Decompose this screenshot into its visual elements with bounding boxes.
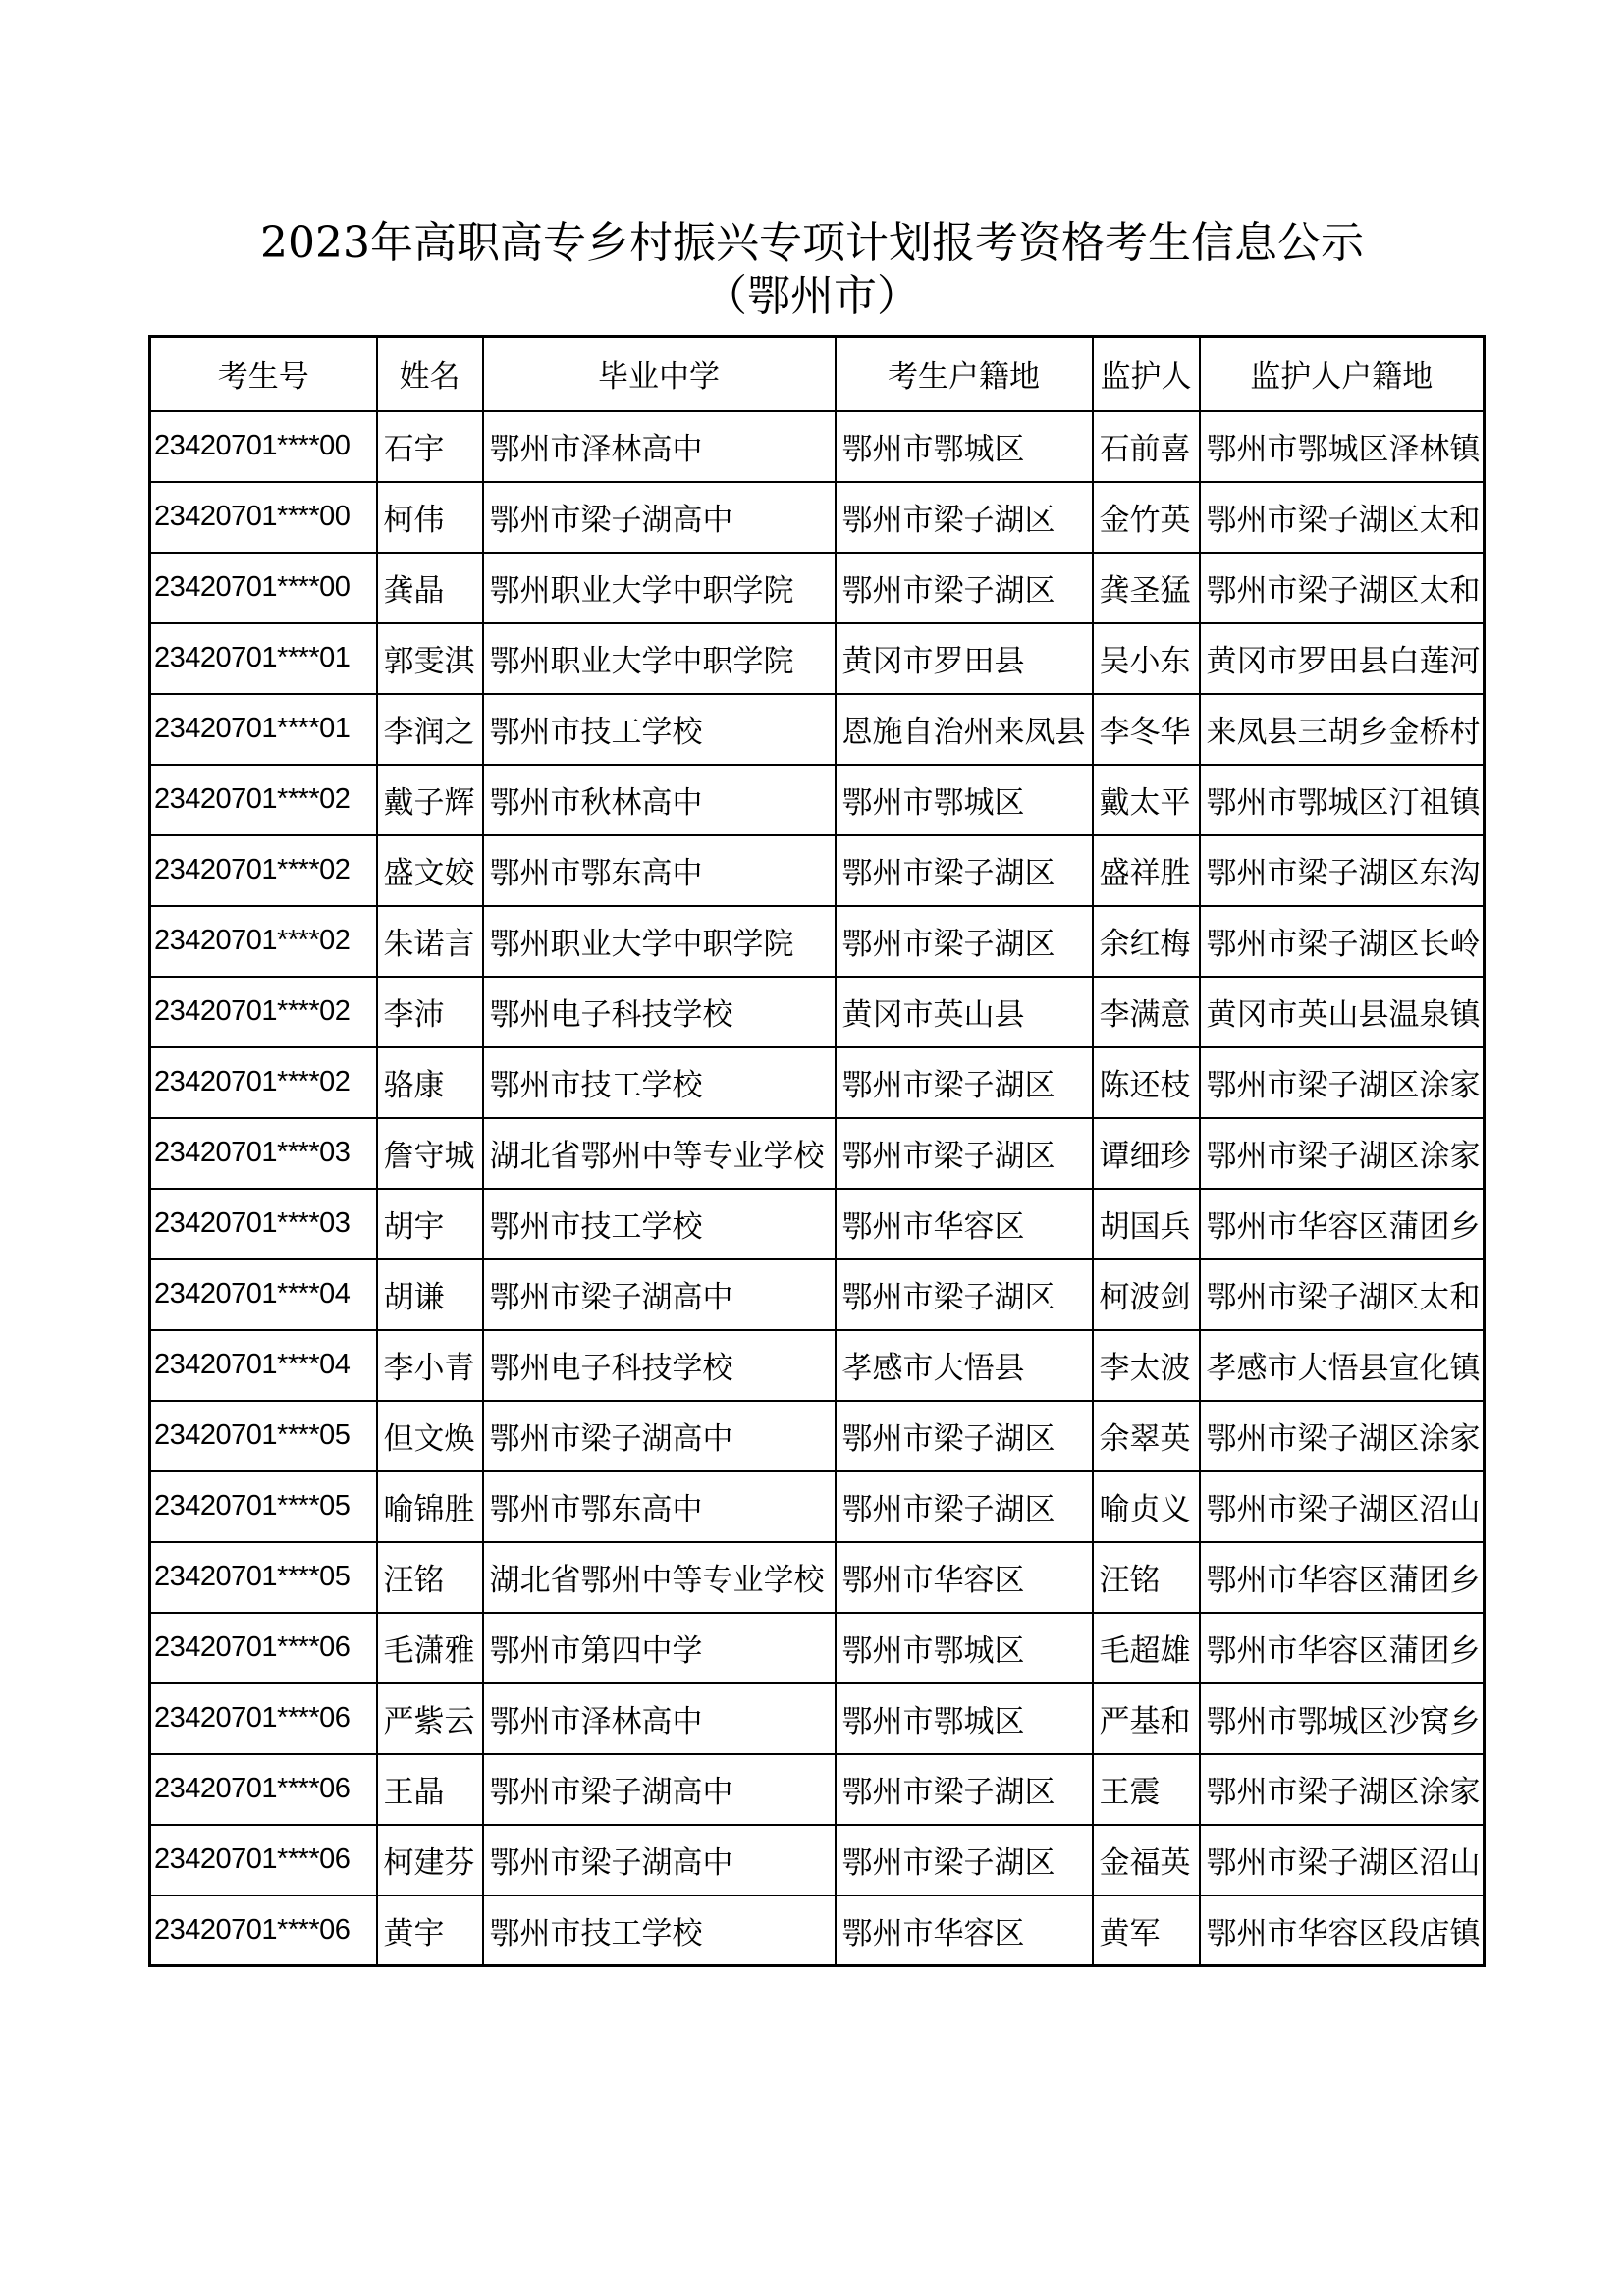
table-row xyxy=(150,1542,1485,1613)
cell-hukou: 鄂州市梁子湖区 xyxy=(836,1754,1093,1825)
cell-guardian-hukou: 鄂州市梁子湖区沼山 xyxy=(1200,1471,1485,1542)
cell-hukou: 鄂州市梁子湖区 xyxy=(836,1401,1093,1471)
cell-school: 鄂州职业大学中职学院 xyxy=(483,906,836,977)
cell-hukou: 黄冈市罗田县 xyxy=(836,623,1093,694)
header-guardian: 监护人 xyxy=(1093,337,1200,411)
cell-name: 喻锦胜 xyxy=(377,1471,483,1542)
cell-school: 鄂州市技工学校 xyxy=(483,1896,836,1966)
cell-name: 龚晶 xyxy=(377,553,483,623)
cell-school: 鄂州电子科技学校 xyxy=(483,1330,836,1401)
cell-name: 李沛 xyxy=(377,977,483,1047)
table-row xyxy=(150,1330,1485,1401)
table-body xyxy=(150,411,1485,1966)
table-header-row xyxy=(150,337,1485,411)
cell-hukou: 鄂州市鄂城区 xyxy=(836,411,1093,482)
cell-school: 湖北省鄂州中等专业学校 xyxy=(483,1118,836,1189)
cell-name: 毛潇雅 xyxy=(377,1613,483,1683)
cell-hukou: 黄冈市英山县 xyxy=(836,977,1093,1047)
cell-guardian: 陈还枝 xyxy=(1093,1047,1200,1118)
cell-candidate-id: 23420701****06 xyxy=(150,1896,377,1966)
cell-school: 鄂州电子科技学校 xyxy=(483,977,836,1047)
table-row xyxy=(150,694,1485,765)
cell-school: 鄂州市鄂东高中 xyxy=(483,835,836,906)
cell-name: 柯建芬 xyxy=(377,1825,483,1896)
cell-candidate-id: 23420701****06 xyxy=(150,1683,377,1754)
cell-school: 鄂州市梁子湖高中 xyxy=(483,1825,836,1896)
cell-name: 郭雯淇 xyxy=(377,623,483,694)
cell-guardian-hukou: 鄂州市梁子湖区太和 xyxy=(1200,1259,1485,1330)
cell-school: 鄂州市梁子湖高中 xyxy=(483,1754,836,1825)
cell-guardian-hukou: 鄂州市梁子湖区太和 xyxy=(1200,482,1485,553)
table-row xyxy=(150,1047,1485,1118)
cell-hukou: 鄂州市鄂城区 xyxy=(836,1613,1093,1683)
table-row xyxy=(150,1754,1485,1825)
table-row xyxy=(150,1896,1485,1966)
cell-guardian: 李满意 xyxy=(1093,977,1200,1047)
table-row xyxy=(150,1259,1485,1330)
cell-guardian: 严基和 xyxy=(1093,1683,1200,1754)
cell-guardian-hukou: 孝感市大悟县宣化镇 xyxy=(1200,1330,1485,1401)
cell-candidate-id: 23420701****05 xyxy=(150,1401,377,1471)
table-row xyxy=(150,1825,1485,1896)
cell-name: 胡谦 xyxy=(377,1259,483,1330)
cell-school: 鄂州市梁子湖高中 xyxy=(483,482,836,553)
cell-guardian: 金竹英 xyxy=(1093,482,1200,553)
table-row xyxy=(150,1471,1485,1542)
cell-candidate-id: 23420701****02 xyxy=(150,1047,377,1118)
table-row xyxy=(150,1613,1485,1683)
cell-guardian: 李冬华 xyxy=(1093,694,1200,765)
cell-candidate-id: 23420701****06 xyxy=(150,1754,377,1825)
cell-name: 黄宇 xyxy=(377,1896,483,1966)
document-subtitle: （鄂州市） xyxy=(704,271,920,321)
cell-hukou: 鄂州市梁子湖区 xyxy=(836,553,1093,623)
candidate-table xyxy=(148,335,1486,1967)
table-row xyxy=(150,765,1485,835)
cell-school: 鄂州职业大学中职学院 xyxy=(483,553,836,623)
cell-guardian-hukou: 鄂州市鄂城区汀祖镇 xyxy=(1200,765,1485,835)
cell-hukou: 鄂州市梁子湖区 xyxy=(836,906,1093,977)
cell-guardian-hukou: 鄂州市梁子湖区太和 xyxy=(1200,553,1485,623)
cell-hukou: 鄂州市华容区 xyxy=(836,1542,1093,1613)
cell-candidate-id: 23420701****02 xyxy=(150,835,377,906)
cell-school: 鄂州市泽林高中 xyxy=(483,411,836,482)
cell-school: 鄂州市技工学校 xyxy=(483,1189,836,1259)
header-school: 毕业中学 xyxy=(483,337,836,411)
cell-hukou: 鄂州市梁子湖区 xyxy=(836,1118,1093,1189)
cell-school: 鄂州市技工学校 xyxy=(483,1047,836,1118)
cell-school: 鄂州市梁子湖高中 xyxy=(483,1401,836,1471)
cell-name: 胡宇 xyxy=(377,1189,483,1259)
table-row xyxy=(150,906,1485,977)
table-row xyxy=(150,1189,1485,1259)
cell-guardian: 胡国兵 xyxy=(1093,1189,1200,1259)
cell-candidate-id: 23420701****01 xyxy=(150,694,377,765)
table-row xyxy=(150,835,1485,906)
cell-guardian-hukou: 鄂州市梁子湖区东沟 xyxy=(1200,835,1485,906)
cell-guardian: 黄军 xyxy=(1093,1896,1200,1966)
cell-guardian-hukou: 鄂州市梁子湖区涂家 xyxy=(1200,1401,1485,1471)
cell-guardian: 龚圣猛 xyxy=(1093,553,1200,623)
cell-candidate-id: 23420701****05 xyxy=(150,1542,377,1613)
table-row xyxy=(150,1401,1485,1471)
cell-candidate-id: 23420701****04 xyxy=(150,1259,377,1330)
cell-guardian-hukou: 鄂州市梁子湖区涂家 xyxy=(1200,1754,1485,1825)
cell-name: 李小青 xyxy=(377,1330,483,1401)
cell-guardian: 谭细珍 xyxy=(1093,1118,1200,1189)
header-hukou: 考生户籍地 xyxy=(836,337,1093,411)
cell-candidate-id: 23420701****04 xyxy=(150,1330,377,1401)
cell-candidate-id: 23420701****01 xyxy=(150,623,377,694)
cell-hukou: 恩施自治州来凤县 xyxy=(836,694,1093,765)
cell-guardian-hukou: 黄冈市罗田县白莲河 xyxy=(1200,623,1485,694)
cell-candidate-id: 23420701****00 xyxy=(150,411,377,482)
cell-hukou: 鄂州市鄂城区 xyxy=(836,1683,1093,1754)
cell-guardian: 柯波剑 xyxy=(1093,1259,1200,1330)
cell-name: 王晶 xyxy=(377,1754,483,1825)
cell-guardian: 石前喜 xyxy=(1093,411,1200,482)
cell-guardian-hukou: 黄冈市英山县温泉镇 xyxy=(1200,977,1485,1047)
cell-name: 盛文姣 xyxy=(377,835,483,906)
cell-candidate-id: 23420701****00 xyxy=(150,482,377,553)
cell-guardian-hukou: 鄂州市华容区蒲团乡 xyxy=(1200,1189,1485,1259)
cell-hukou: 鄂州市梁子湖区 xyxy=(836,1259,1093,1330)
cell-name: 汪铭 xyxy=(377,1542,483,1613)
cell-guardian-hukou: 鄂州市华容区段店镇 xyxy=(1200,1896,1485,1966)
cell-guardian-hukou: 鄂州市梁子湖区长岭 xyxy=(1200,906,1485,977)
cell-candidate-id: 23420701****02 xyxy=(150,765,377,835)
cell-school: 鄂州市泽林高中 xyxy=(483,1683,836,1754)
cell-name: 詹守城 xyxy=(377,1118,483,1189)
cell-guardian-hukou: 鄂州市鄂城区沙窝乡 xyxy=(1200,1683,1485,1754)
cell-school: 鄂州市鄂东高中 xyxy=(483,1471,836,1542)
cell-guardian: 吴小东 xyxy=(1093,623,1200,694)
cell-guardian-hukou: 鄂州市梁子湖区涂家 xyxy=(1200,1118,1485,1189)
cell-school: 湖北省鄂州中等专业学校 xyxy=(483,1542,836,1613)
cell-candidate-id: 23420701****02 xyxy=(150,906,377,977)
cell-hukou: 鄂州市梁子湖区 xyxy=(836,1825,1093,1896)
table-row xyxy=(150,1118,1485,1189)
cell-guardian: 戴太平 xyxy=(1093,765,1200,835)
cell-guardian: 李太波 xyxy=(1093,1330,1200,1401)
cell-school: 鄂州市第四中学 xyxy=(483,1613,836,1683)
header-candidate-id: 考生号 xyxy=(150,337,377,411)
cell-hukou: 孝感市大悟县 xyxy=(836,1330,1093,1401)
cell-school: 鄂州市秋林高中 xyxy=(483,765,836,835)
cell-guardian-hukou: 来凤县三胡乡金桥村 xyxy=(1200,694,1485,765)
cell-candidate-id: 23420701****05 xyxy=(150,1471,377,1542)
header-name: 姓名 xyxy=(377,337,483,411)
cell-hukou: 鄂州市华容区 xyxy=(836,1189,1093,1259)
cell-guardian-hukou: 鄂州市鄂城区泽林镇 xyxy=(1200,411,1485,482)
cell-candidate-id: 23420701****02 xyxy=(150,977,377,1047)
table-row xyxy=(150,1683,1485,1754)
cell-candidate-id: 23420701****00 xyxy=(150,553,377,623)
cell-guardian-hukou: 鄂州市梁子湖区沼山 xyxy=(1200,1825,1485,1896)
cell-name: 骆康 xyxy=(377,1047,483,1118)
cell-candidate-id: 23420701****06 xyxy=(150,1613,377,1683)
table-row xyxy=(150,977,1485,1047)
cell-candidate-id: 23420701****03 xyxy=(150,1189,377,1259)
table-row xyxy=(150,623,1485,694)
cell-hukou: 鄂州市梁子湖区 xyxy=(836,482,1093,553)
cell-name: 李润之 xyxy=(377,694,483,765)
cell-guardian: 金福英 xyxy=(1093,1825,1200,1896)
cell-hukou: 鄂州市梁子湖区 xyxy=(836,1047,1093,1118)
cell-hukou: 鄂州市梁子湖区 xyxy=(836,835,1093,906)
cell-school: 鄂州市技工学校 xyxy=(483,694,836,765)
cell-guardian-hukou: 鄂州市华容区蒲团乡 xyxy=(1200,1613,1485,1683)
cell-hukou: 鄂州市鄂城区 xyxy=(836,765,1093,835)
cell-name: 柯伟 xyxy=(377,482,483,553)
cell-hukou: 鄂州市梁子湖区 xyxy=(836,1471,1093,1542)
cell-guardian: 汪铭 xyxy=(1093,1542,1200,1613)
cell-guardian: 盛祥胜 xyxy=(1093,835,1200,906)
cell-hukou: 鄂州市华容区 xyxy=(836,1896,1093,1966)
table-row xyxy=(150,553,1485,623)
cell-guardian: 王震 xyxy=(1093,1754,1200,1825)
cell-school: 鄂州职业大学中职学院 xyxy=(483,623,836,694)
table-row xyxy=(150,411,1485,482)
cell-guardian: 毛超雄 xyxy=(1093,1613,1200,1683)
cell-candidate-id: 23420701****03 xyxy=(150,1118,377,1189)
cell-name: 朱诺言 xyxy=(377,906,483,977)
header-guardian-hukou: 监护人户籍地 xyxy=(1200,337,1485,411)
cell-name: 严紫云 xyxy=(377,1683,483,1754)
cell-school: 鄂州市梁子湖高中 xyxy=(483,1259,836,1330)
cell-guardian-hukou: 鄂州市华容区蒲团乡 xyxy=(1200,1542,1485,1613)
cell-name: 石宇 xyxy=(377,411,483,482)
cell-guardian-hukou: 鄂州市梁子湖区涂家 xyxy=(1200,1047,1485,1118)
cell-name: 戴子辉 xyxy=(377,765,483,835)
cell-guardian: 余红梅 xyxy=(1093,906,1200,977)
cell-guardian: 喻贞义 xyxy=(1093,1471,1200,1542)
cell-name: 但文焕 xyxy=(377,1401,483,1471)
document-title: 2023年高职高专乡村振兴专项计划报考资格考生信息公示 xyxy=(260,218,1364,268)
cell-candidate-id: 23420701****06 xyxy=(150,1825,377,1896)
table-row xyxy=(150,482,1485,553)
cell-guardian: 余翠英 xyxy=(1093,1401,1200,1471)
